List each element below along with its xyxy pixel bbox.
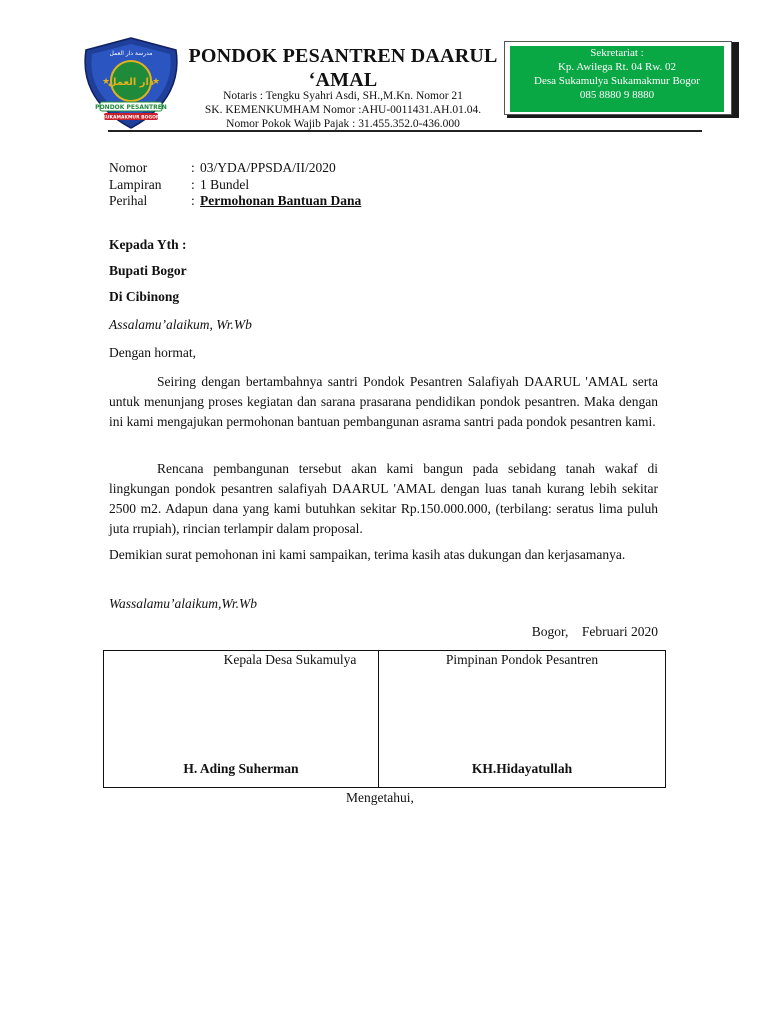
logo-text-bottom: SUKAMAKMUR BOGOR	[102, 115, 160, 121]
nomor-label: Nomor	[109, 160, 148, 175]
salam-closing: Wassalamu’alaikum,Wr.Wb	[109, 596, 258, 611]
paragraph-3	[109, 545, 658, 565]
secretariat-phone: 085 8880 9 8880	[579, 89, 655, 101]
paragraph-2	[109, 459, 658, 539]
perihal-label: Perihal	[109, 193, 148, 208]
logo-text-top: PONDOK PESANTREN	[95, 104, 167, 111]
lampiran-colon: :	[191, 177, 195, 192]
perihal-value: Permohonan Bantuan Dana	[200, 193, 362, 208]
logo-arc-text: مدرسة دار العمل	[109, 50, 153, 57]
secretariat-address2: Desa Sukamulya Sukamakmur Bogor	[534, 75, 700, 87]
sk-line: SK. KEMENKUMHAM Nomor :AHU-0011431.AH.01.04.	[204, 104, 482, 116]
svg-text:★: ★	[152, 77, 161, 87]
left-signer-title: Kepala Desa Sukamulya	[223, 652, 357, 667]
lampiran-label: Lampiran	[109, 177, 162, 192]
right-signer-name: KH.Hidayatullah	[471, 761, 573, 776]
secretariat-box	[510, 46, 724, 112]
svg-text:★: ★	[102, 77, 111, 87]
secretariat-title: Sekretariat :	[590, 47, 644, 59]
organization-name	[183, 44, 503, 92]
salam-opening: Assalamu’alaikum, Wr.Wb	[109, 317, 252, 332]
org-name-line1: PONDOK PESANTREN DAARUL	[188, 45, 498, 67]
place-date: Bogor, Februari 2020	[531, 624, 658, 639]
org-name-line2: ‘AMAL	[308, 69, 378, 91]
greeting: Dengan hormat,	[109, 345, 196, 360]
right-signer-title: Pimpinan Pondok Pesantren	[445, 652, 599, 667]
perihal-colon: :	[191, 193, 195, 208]
notaris-line: Notaris : Tengku Syahri Asdi, SH.,M.Kn. Nomor 21	[223, 90, 463, 102]
nomor-colon: :	[191, 160, 195, 175]
recipient-name: Bupati Bogor	[109, 263, 187, 278]
left-signer-name: H. Ading Suherman	[183, 761, 299, 776]
lampiran-value: 1 Bundel	[200, 177, 250, 192]
secretariat-address1: Kp. Awilega Rt. 04 Rw. 02	[557, 61, 677, 73]
logo-center-text: دار العمل	[107, 77, 155, 88]
header-rule	[108, 130, 702, 132]
recipient-place: Di Cibinong	[109, 289, 180, 304]
paragraph-1	[109, 372, 658, 432]
nomor-value: 03/YDA/PPSDA/II/2020	[200, 160, 336, 175]
pesantren-logo	[80, 36, 182, 130]
paragraph-1-text: Seiring dengan bertambahnya santri Pondok Pesantren Salafiyah DAARUL 'AMAL serta untuk menunjang proses kegiatan dan sarana prasarana pendidikan pondok pesantren. Maka dengan ini kami mengajukan permohonan bantuan pembangunan asrama santri pada pondok pesantren kami.	[109, 374, 658, 429]
paragraph-3-text: Demikian surat pemohonan ini kami sampaikan, terima kasih atas dukungan dan kerjasamanya.	[109, 547, 626, 562]
recipient-to: Kepada Yth :	[109, 237, 187, 252]
paragraph-2-text: Rencana pembangunan tersebut akan kami bangun pada sebidang tanah wakaf di lingkungan pondok pesantren salafiyah DAARUL 'AMAL dengan luas tanah kurang lebih sekitar 2500 m2. Adapun dana yang kami butuhkan sekitar Rp.150.000.000, (terbilang: seratus lima puluh juta rrupiah), rincian terlampir dalam proposal.	[109, 461, 658, 536]
npwp-line: Nomor Pokok Wajib Pajak : 31.455.352.0-436.000	[226, 118, 460, 130]
mengetahui-label: Mengetahui,	[346, 790, 414, 805]
